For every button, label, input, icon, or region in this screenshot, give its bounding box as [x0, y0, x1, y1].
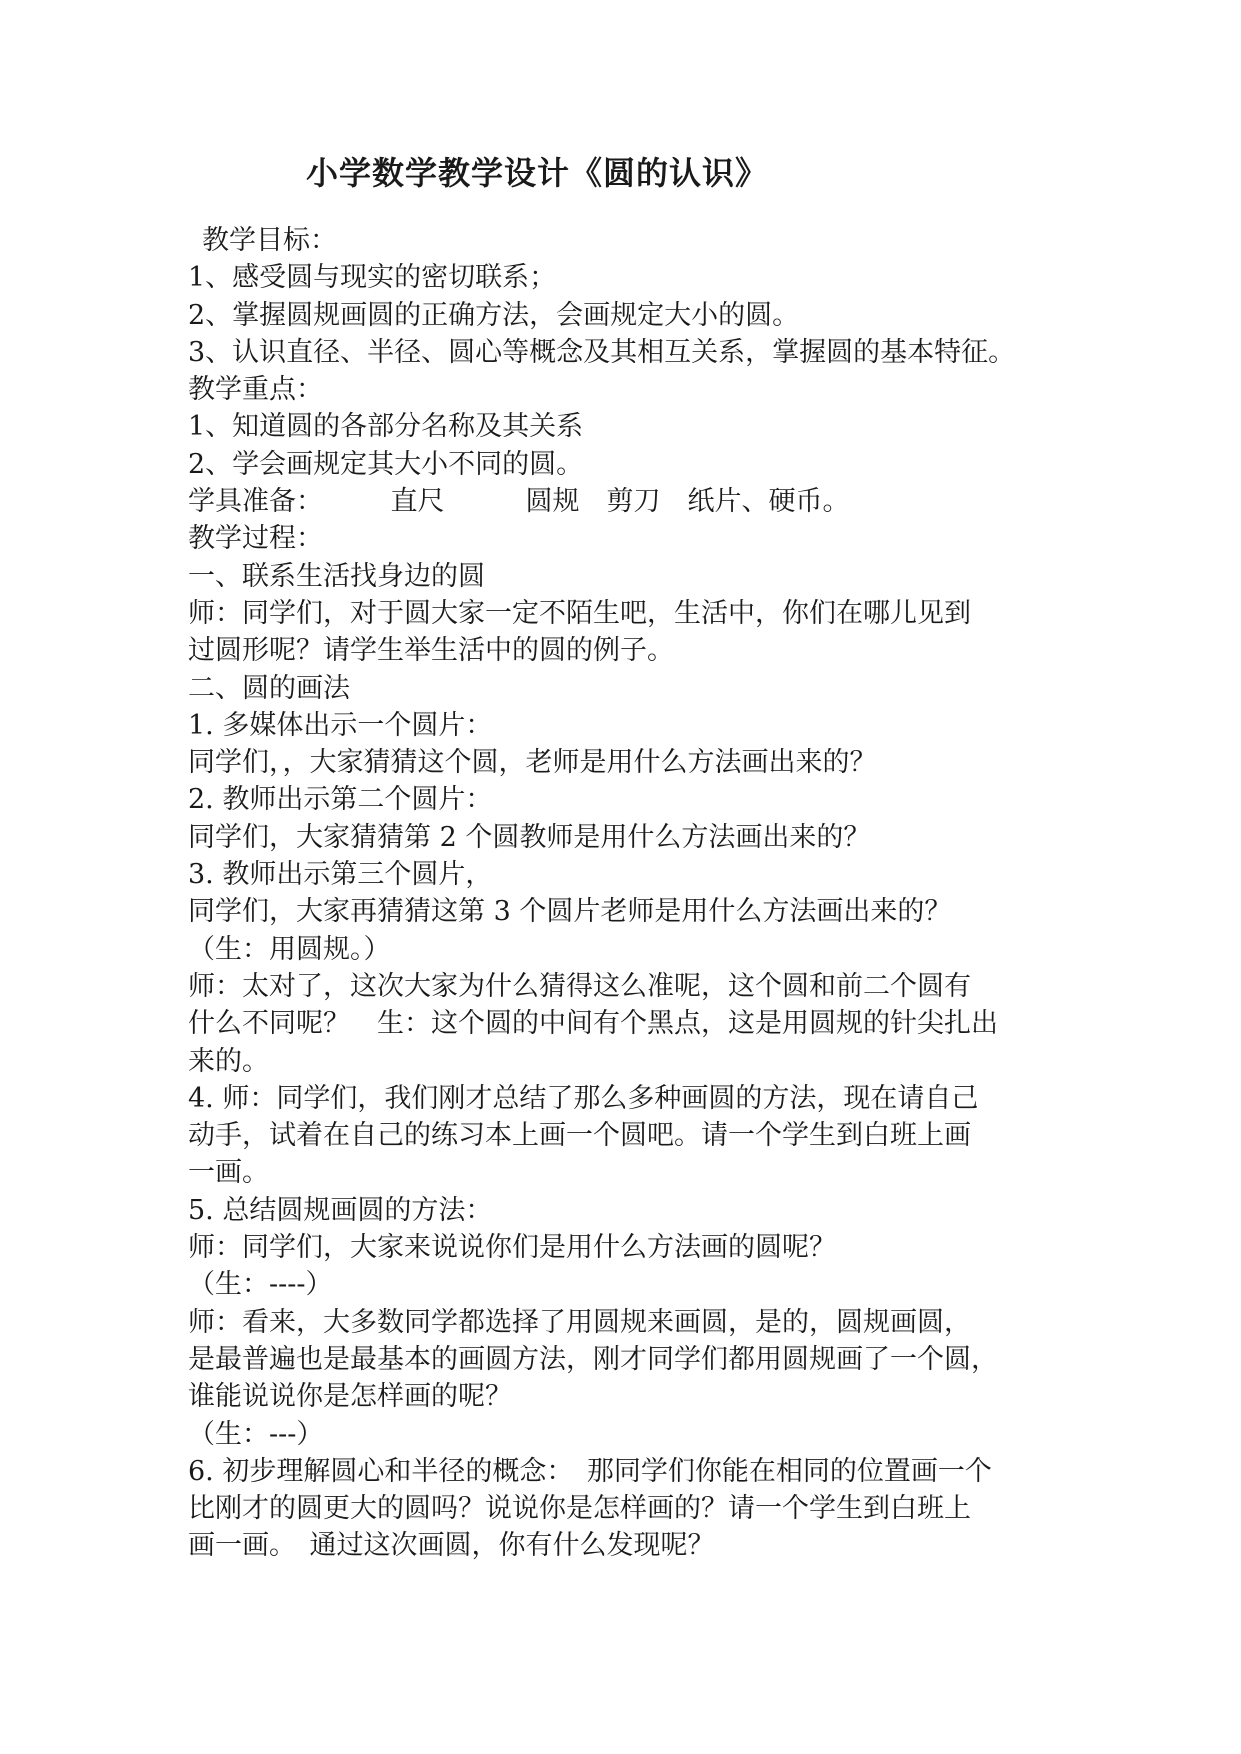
text-line: 同学们，大家猜猜第 2 个圆教师是用什么方法画出来的？	[188, 821, 871, 853]
text-line: 1、感受圆与现实的密切联系；	[188, 262, 557, 294]
text-line: （生：----）	[188, 1269, 333, 1301]
text-line: 同学们，，大家猜猜这个圆，老师是用什么方法画出来的？	[188, 747, 877, 779]
text-line: 二、圆的画法	[188, 672, 350, 704]
text-line: 1、知道圆的各部分名称及其关系	[188, 411, 584, 443]
text-line: 一、联系生活找身边的圆	[188, 560, 485, 592]
text-line: 6. 初步理解圆心和半径的概念： 那同学们你能在相同的位置画一个	[188, 1455, 992, 1487]
text-line: 什么不同呢？ 生：这个圆的中间有个黑点，这是用圆规的针尖扎出	[188, 1008, 998, 1040]
text-line: 教学重点：	[188, 374, 323, 406]
text-line: （生：---）	[188, 1418, 324, 1450]
text-line: 师：看来，大多数同学都选择了用圆规来画圆，是的，圆规画圆，	[188, 1306, 971, 1338]
text-line: 3、认识直径、半径、圆心等概念及其相互关系，掌握圆的基本特征。	[188, 336, 1016, 368]
text-line: 师：太对了，这次大家为什么猜得这么准呢，这个圆和前二个圆有	[188, 970, 971, 1002]
text-line: 教学目标：	[202, 225, 337, 256]
text-line: 画一画。 通过这次画圆，你有什么发现呢？	[188, 1530, 715, 1562]
text-line: 一画。	[188, 1157, 269, 1189]
text-line: 5. 总结圆规画圆的方法：	[188, 1194, 493, 1226]
text-line: 动手，试着在自己的练习本上画一个圆吧。请一个学生到白班上画	[188, 1120, 971, 1152]
text-line: 谁能说说你是怎样画的呢？	[188, 1381, 512, 1413]
text-line: 教学过程：	[188, 523, 323, 555]
text-line: 来的。	[188, 1045, 269, 1077]
text-line: 2、学会画规定其大小不同的圆。	[188, 448, 584, 480]
text-line: 2. 教师出示第二个圆片：	[188, 784, 493, 816]
text-line: 比刚才的圆更大的圆吗？说说你是怎样画的？请一个学生到白班上	[188, 1493, 971, 1525]
text-line: 1. 多媒体出示一个圆片：	[188, 709, 493, 741]
text-line: 师：同学们，大家来说说你们是用什么方法画的圆呢？	[188, 1232, 836, 1264]
document-title: 小学数学教学设计《圆的认识》	[306, 154, 769, 192]
text-line: 4. 师：同学们，我们刚才总结了那么多种画圆的方法，现在请自己	[188, 1082, 979, 1114]
text-line: 2、掌握圆规画圆的正确方法，会画规定大小的圆。	[188, 299, 800, 331]
text-line: 过圆形呢？请学生举生活中的圆的例子。	[188, 635, 674, 667]
text-line: （生：用圆规。）	[188, 933, 391, 965]
text-line: 是最普遍也是最基本的画圆方法，刚才同学们都用圆规画了一个圆，	[188, 1343, 998, 1375]
text-line: 师：同学们，对于圆大家一定不陌生吧，生活中，你们在哪儿见到	[188, 597, 971, 629]
text-line: 学具准备： 直尺 圆规 剪刀 纸片、硬币。	[188, 486, 850, 518]
document-body	[188, 222, 1208, 1565]
text-line: 同学们，大家再猜猜这第 3 个圆片老师是用什么方法画出来的？	[188, 896, 952, 928]
text-line: 3. 教师出示第三个圆片，	[188, 859, 493, 891]
